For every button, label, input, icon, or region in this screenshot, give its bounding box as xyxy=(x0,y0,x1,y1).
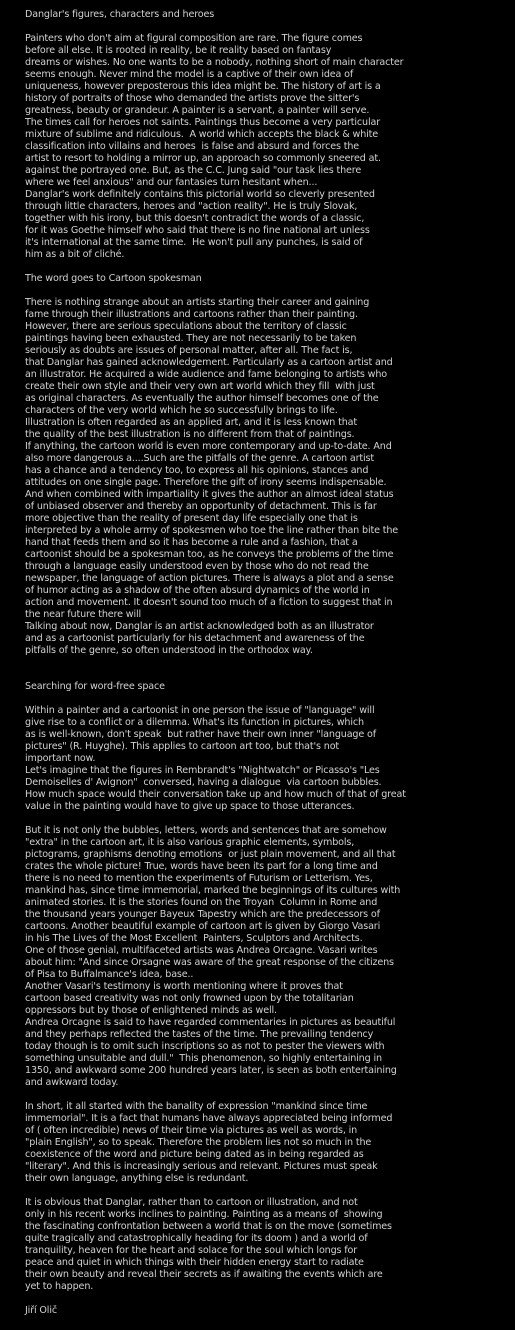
text-line: create their own style and their very own art world which they fill with just xyxy=(25,381,375,392)
text-line: yet to happen. xyxy=(25,1281,94,1292)
text-line: coexistence of the word and picture being dated as in being regarded as xyxy=(25,1149,364,1160)
text-line: in his The Lives of the Most Excellent Painters, Sculptors and Architects. xyxy=(25,933,363,944)
text-line: How much space would their conversation take up and how much of that of great xyxy=(25,789,406,800)
text-line: paintings having been exhausted. They are not necessarily to be taken xyxy=(25,333,357,344)
text-line: Andrea Orcagne is said to have regarded commentaries in pictures as beautiful xyxy=(25,1017,396,1028)
text-line: give rise to a conflict or a dilemma. What's its function in pictures, which xyxy=(25,717,364,728)
section-word-free-space xyxy=(25,681,490,1293)
text-line: him as a bit of cliché. xyxy=(25,249,125,260)
text-line: cartoonist should be a spokesman too, as he conveys the problems of the time xyxy=(25,549,394,560)
text-line: Talking about now, Danglar is an artist acknowledged both as an illustrator xyxy=(25,621,374,632)
text-line: important now. xyxy=(25,753,96,764)
text-line: the thousand years younger Bayeux Tapestry which are the predecessors of xyxy=(25,909,380,920)
text-line: "literary". And this is increasingly serious and relevant. Pictures must speak xyxy=(25,1161,378,1172)
text-line: peace and quiet in which things with their hidden energy start to radiate xyxy=(25,1257,364,1268)
text-line: value in the painting would have to give up space to those utterances. xyxy=(25,801,355,812)
text-line: There is nothing strange about an artists starting their career and gaining xyxy=(25,297,370,308)
text-line: greatness, beauty or grandeur. A painter is a servant, a painter will serve. xyxy=(25,105,370,116)
text-line: One of those genial, multifaceted artists was Andrea Orcagne. Vasari writes xyxy=(25,945,378,956)
text-line: Illustration is often regarded as an applied art, and it is less known that xyxy=(25,417,358,428)
section-cartoon-spokesman xyxy=(25,273,490,657)
text-line: the fascinating confrontation between a world that is on the move (sometimes xyxy=(25,1221,392,1232)
text-line: It is obvious that Danglar, rather than to cartoon or illustration, and not xyxy=(25,1197,358,1208)
text-line: And when combined with impartiality it gives the author an almost ideal status xyxy=(25,489,394,500)
text-line: However, there are serious speculations about the territory of classic xyxy=(25,321,347,332)
text-line: their own language, anything else is redundant. xyxy=(25,1173,249,1184)
text-line: characters of the very world which he so successfully brings to life. xyxy=(25,405,338,416)
paragraph xyxy=(25,705,490,813)
section-heading: Searching for word-free space xyxy=(25,681,165,692)
text-line: before all else. It is rooted in reality, be it reality based on fantasy xyxy=(25,45,332,56)
paragraph xyxy=(25,297,490,657)
text-line: attitudes on one single page. Therefore the gift of irony seems indispensable. xyxy=(25,477,387,488)
text-line: pictures" (R. Huyghe). This applies to cartoon art too, but that's not xyxy=(25,741,340,752)
text-line: against the portrayed one. But, as the C.C. Jung said "our task lies there xyxy=(25,165,362,176)
text-line: Danglar's work definitely contains this pictorial world so cleverly presented xyxy=(25,189,375,200)
section-heading: Danglar's figures, characters and heroes xyxy=(25,9,215,20)
text-line: quite tragically and catastrophically heading for its doom ) and a world of xyxy=(25,1233,368,1244)
text-line: newspaper, the language of action pictures. There is always a plot and a sense xyxy=(25,573,394,584)
text-line: of Pisa to Buffalmance's idea, base.. xyxy=(25,969,194,980)
text-line: an illustrator. He acquired a wide audience and fame belonging to artists who xyxy=(25,369,388,380)
text-line: uniqueness, however preposterous this idea might be. The history of art is a xyxy=(25,81,381,92)
text-line: also more dangerous a....Such are the pitfalls of the genre. A cartoon artist xyxy=(25,453,374,464)
text-line: seriously as doubts are issues of personal matter, after all. The fact is, xyxy=(25,345,353,356)
text-line: classification into villains and heroes is false and absurd and forces the xyxy=(25,141,360,152)
text-line: "plain English", so to speak. Therefore the problem lies not so much in the xyxy=(25,1137,372,1148)
text-line: Let's imagine that the figures in Rembrandt's "Nightwatch" or Picasso's "Les xyxy=(25,765,380,776)
text-line: more objective than the reality of present day life especially one that is xyxy=(25,513,358,524)
text-line: oppressors but by those of enlightened minds as well. xyxy=(25,1005,277,1016)
text-line: through little characters, heroes and "action reality". He is truly Slovak, xyxy=(25,201,358,212)
text-line: their own beauty and reveal their secrets as if awaiting the events which are xyxy=(25,1269,383,1280)
text-line: and as a cartoonist particularly for his detachment and awareness of the xyxy=(25,633,365,644)
text-line: If anything, the cartoon world is even more contemporary and up-to-date. And xyxy=(25,441,392,452)
text-line: action and movement. It doesn't sound too much of a fiction to suggest that in xyxy=(25,597,393,608)
paragraph xyxy=(25,825,490,1089)
text-line: of unbiased observer and thereby an opportunity of detachment. This is far xyxy=(25,501,377,512)
text-line: of humor acting as a shadow of the often absurd dynamics of the world in xyxy=(25,585,370,596)
text-line: crates the whole picture! True, words have been its part for a long time and xyxy=(25,861,378,872)
text-line: cartoons. Another beautiful example of cartoon art is given by Giorgo Vasari xyxy=(25,921,381,932)
text-line: Demoiselles d' Avignon" conversed, having a dialogue via cartoon bubbles. xyxy=(25,777,382,788)
text-line: "extra" in the cartoon art, it is also various graphic elements, symbols, xyxy=(25,837,355,848)
text-line: But it is not only the bubbles, letters, words and sentences that are somehow xyxy=(25,825,387,836)
text-line: dreams or wishes. No one wants to be a nobody, nothing short of main character xyxy=(25,57,404,68)
text-line: animated stories. It is the stories found on the Troyan Column in Rome and xyxy=(25,897,378,908)
section-heading: The word goes to Cartoon spokesman xyxy=(25,273,202,284)
text-line: it's international at the same time. He won't pull any punches, is said of xyxy=(25,237,363,248)
text-line: Painters who don't aim at figural composition are rare. The figure comes xyxy=(25,33,363,44)
text-line: the quality of the best illustration is no different from that of paintings. xyxy=(25,429,355,440)
text-line: artist to resort to holding a mirror up, an approach so commonly sneered at. xyxy=(25,153,381,164)
text-line: something unsuitable and dull." This phenomenon, so highly entertaining in xyxy=(25,1053,382,1064)
text-line: through a language easily understood even by those who do not read the xyxy=(25,561,369,572)
text-line: cartoon based creativity was not only frowned upon by the totalitarian xyxy=(25,993,354,1004)
text-line: seems enough. Never mind the model is a captive of their own idea of xyxy=(25,69,354,80)
text-line: hand that feeds them and so it has become a rule and a fashion, that a xyxy=(25,537,358,548)
text-line: only in his recent works inclines to painting. Painting as a means of showing xyxy=(25,1209,383,1220)
text-line: history of portraits of those who demanded the artists prove the sitter's xyxy=(25,93,360,104)
text-line: for it was Goethe himself who said that there is no fine national art unless xyxy=(25,225,370,236)
text-line: about him: "And since Orsagne was aware of the great response of the citizens xyxy=(25,957,394,968)
text-line: and awkward today. xyxy=(25,1077,119,1088)
section-figures xyxy=(25,9,490,261)
text-line: In short, it all started with the banality of expression "mankind since time xyxy=(25,1101,368,1112)
text-line: pitfalls of the genre, so often understood in the orthodox way. xyxy=(25,645,313,656)
text-line: Within a painter and a cartoonist in one person the issue of "language" will xyxy=(25,705,375,716)
text-line: that Danglar has gained acknowledgement. Particularly as a cartoon artist and xyxy=(25,357,393,368)
text-line: pictograms, graphisms denoting emotions or just plain movement, and all that xyxy=(25,849,396,860)
text-line: mixture of sublime and ridiculous. A world which accepts the black & white xyxy=(25,129,379,140)
text-line: as is well-known, don't speak but rather have their own inner "language of xyxy=(25,729,376,740)
text-line: fame through their illustrations and cartoons rather than their painting. xyxy=(25,309,358,320)
text-line: as original characters. As eventually the author himself becomes one of the xyxy=(25,393,379,404)
text-line: mankind has, since time immemorial, marked the beginnings of its cultures with xyxy=(25,885,401,896)
paragraph xyxy=(25,1197,490,1293)
text-line: has a chance and a tendency too, to express all his opinions, stances and xyxy=(25,465,369,476)
text-line: there is no need to mention the experiments of Futurism or Letterism. Yes, xyxy=(25,873,373,884)
text-line: interpreted by a whole army of spokesmen who toe the line rather than bite the xyxy=(25,525,399,536)
paragraph xyxy=(25,33,490,261)
text-line: 1350, and awkward some 200 hundred years later, is seen as both entertaining xyxy=(25,1065,397,1076)
paragraph xyxy=(25,1101,490,1185)
text-line: Another Vasari's testimony is worth mentioning where it proves that xyxy=(25,981,343,992)
text-line: of ( often incredible) news of their time via pictures as well as words, in xyxy=(25,1125,358,1136)
text-line: today though is to omit such inscriptions so as not to pester the viewers with xyxy=(25,1041,385,1052)
text-line: The times call for heroes not saints. Paintings thus become a very particular xyxy=(25,117,381,128)
text-line: and they perhaps reflected the tastes of the time. The prevailing tendency xyxy=(25,1029,374,1040)
text-line: together with his irony, but this doesn't contradict the words of a classic, xyxy=(25,213,365,224)
author-signature: Jiří Olič xyxy=(25,1305,57,1316)
text-line: tranquility, heaven for the heart and solace for the soul which longs for xyxy=(25,1245,358,1256)
text-line: where we feel anxious" and our fantasies turn hesitant when... xyxy=(25,177,318,188)
text-line: immemorial". It is a fact that humans have always appreciated being informed xyxy=(25,1113,393,1124)
text-line: the near future there will xyxy=(25,609,142,620)
